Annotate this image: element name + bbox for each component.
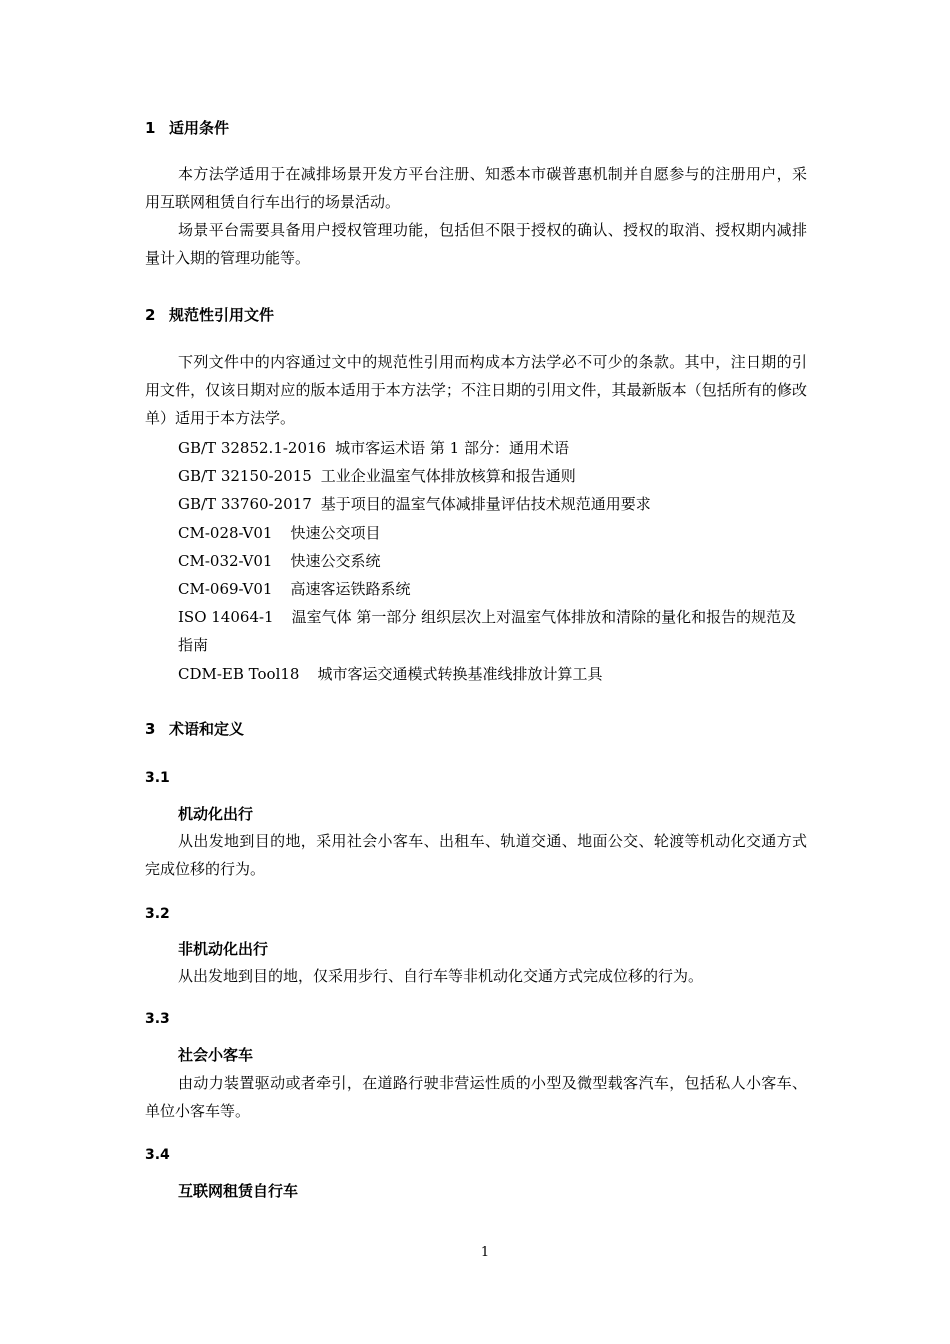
paragraph: 下列文件中的内容通过文中的规范性引用而构成本方法学必不可少的条款。其中，注日期的引用文件，仅该日期对应的版本适用于本方法学；不注日期的引用文件，其最新版本（包括所有的修改单）适用于本方法学。 [145,353,807,427]
section-3-heading [145,719,244,739]
clause-number: 3.4 [145,1147,170,1163]
clause-number: 3.3 [145,1011,170,1027]
term-title: 社会小客车 [178,1046,254,1064]
section-number: 2 [145,306,156,324]
term-definition: 从出发地到目的地，仅采用步行、自行车等非机动化交通方式完成位移的行为。 [178,967,704,985]
reference-title: 快速公交系统 [290,552,381,570]
reference-title: 温室气体 第一部分 组织层次上对温室气体排放和清除的量化和报告的规范及指南 [178,608,797,654]
section-number: 3 [145,720,156,738]
paragraph: 本方法学适用于在减排场景开发方平台注册、知悉本市碳普惠机制并自愿参与的注册用户，采用互联网租赁自行车出行的场景活动。 [145,165,807,211]
clause-number: 3.1 [145,770,170,786]
reference-code: CDM-EB Tool18 [178,665,300,683]
term-title: 互联网租赁自行车 [178,1182,299,1200]
section-title: 规范性引用文件 [169,306,275,324]
section-1-heading [145,118,229,138]
term-title: 非机动化出行 [178,940,269,958]
term-title: 机动化出行 [178,805,254,823]
reference-title: 快速公交项目 [290,524,381,542]
section-title: 术语和定义 [169,720,245,738]
reference-item [178,603,808,659]
term-definition: 从出发地到目的地，采用社会小客车、出租车、轨道交通、地面公交、轮渡等机动化交通方式完成位移的行为。 [145,832,807,878]
reference-code: CM-028-V01 [178,524,273,542]
reference-title: 工业企业温室气体排放核算和报告通则 [320,467,576,485]
reference-item [178,660,808,688]
reference-code: GB/T 33760-2017 [178,495,312,513]
paragraph: 场景平台需要具备用户授权管理功能，包括但不限于授权的确认、授权的取消、授权期内减排量计入期的管理功能等。 [145,221,807,267]
reference-item [178,575,808,603]
reference-code: GB/T 32150-2015 [178,467,312,485]
term-definition: 由动力装置驱动或者牵引，在道路行驶非营运性质的小型及微型载客汽车，包括私人小客车、单位小客车等。 [145,1074,807,1120]
reference-title: 城市客运交通模式转换基准线排放计算工具 [317,665,603,683]
clause-number: 3.2 [145,906,170,922]
section-2-heading [145,305,274,325]
reference-item [178,490,808,518]
reference-title: 城市客运术语 第 1 部分：通用术语 [335,439,569,457]
reference-item [178,519,808,547]
reference-code: ISO 14064-1 [178,608,274,626]
reference-code: GB/T 32852.1-2016 [178,439,327,457]
reference-code: CM-032-V01 [178,552,273,570]
reference-item [178,462,808,490]
page-number: 1 [480,1245,490,1260]
section-number: 1 [145,119,156,137]
reference-title: 高速客运铁路系统 [290,580,411,598]
section-title: 适用条件 [169,119,230,137]
reference-title: 基于项目的温室气体减排量评估技术规范通用要求 [320,495,651,513]
reference-item [178,547,808,575]
reference-code: CM-069-V01 [178,580,273,598]
reference-item [178,434,808,462]
